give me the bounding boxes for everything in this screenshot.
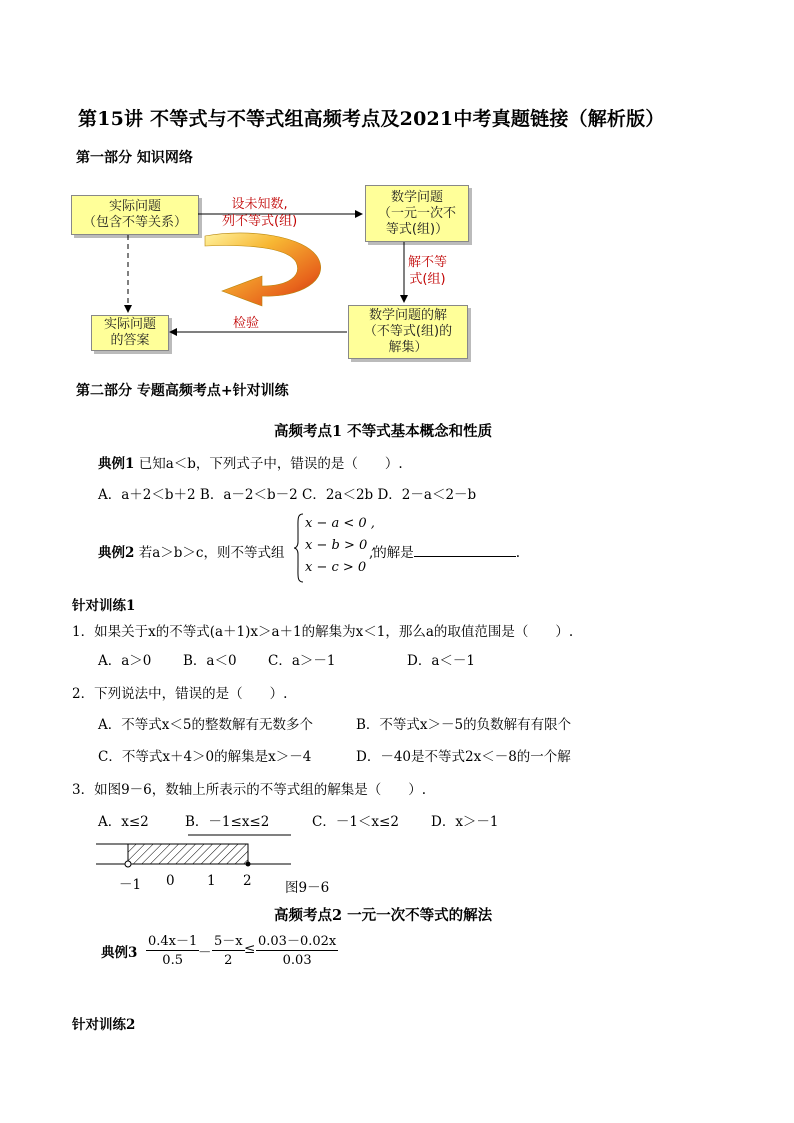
example1-options: A．a＋2＜b＋2 B．a－2＜b－2 C．2a＜2b D．2－a＜2－b [98,487,477,503]
inequality-system [305,513,376,579]
topic2-heading: 高频考点2 一元一次不等式的解法 [274,907,493,924]
part1-heading: 第一部分 知识网络 [76,150,193,166]
system-line: x − c > 0 [305,560,367,575]
q1-option-c: C．a＞－1 [268,653,336,669]
le-sign: ≤ [244,941,256,957]
example1 [98,452,403,472]
question1: 1．如果关于x的不等式(a＋1)x＞a＋1的解集为x＜1，那么a的取值范围是（ ）. [72,624,574,640]
box-line: 的答案 [110,333,150,348]
label-line: 列不等式(组) [222,214,298,229]
training1-heading: 针对训练1 [72,598,136,614]
label-line: 解不等 [408,255,448,270]
q1-option-b: B．a＜0 [183,653,237,669]
solution-region [128,844,248,864]
box-line: 数学问题的解 [368,308,447,323]
tick-label: 0 [166,873,175,889]
fraction-2 [212,930,245,968]
topic1-heading: 高频考点1 不等式基本概念和性质 [274,423,493,440]
page-title: 第15讲 不等式与不等式组高频考点及2021中考真题链接（解析版） [78,108,665,130]
denominator: 2 [224,953,233,968]
numerator: 5－x [212,930,245,951]
diagram-arrows [0,0,794,400]
system-line: x − b > 0 , [305,538,376,553]
denominator: 0.03 [282,953,312,968]
box-line: 实际问题 [108,199,161,214]
q2-option-b: B．不等式x＞－5的负数解有有限个 [356,717,572,733]
numerator: 0.03－0.02x [256,930,338,951]
question2: 2．下列说法中，错误的是（ ）. [72,686,288,702]
example2-tail [369,541,520,561]
figure-caption: 图9－6 [285,880,330,896]
fraction-3 [256,930,338,968]
q3-option-d: D．x＞－1 [431,814,499,830]
q1-option-a: A．a＞0 [98,653,152,669]
numerator: 0.4x－1 [146,930,199,951]
number-line-figure [96,833,296,873]
box-line: 等式(组)） [385,221,449,237]
label-check: 检验 [233,316,260,331]
q2-option-c: C．不等式x＋4＞0的解集是x＞－4 [98,749,312,765]
example2 [98,541,284,561]
q2-option-a: A．不等式x＜5的整数解有无数多个 [98,717,313,733]
box-line: 数学问题 [390,189,443,205]
label-line: 设未知数, [231,197,288,212]
q2-option-d: D．－40是不等式2x＜－8的一个解 [356,749,571,765]
box-line: 解集） [388,340,428,355]
curved-arrow [205,233,321,306]
label-line: 式(组) [409,272,446,287]
denominator: 0.5 [162,953,183,968]
question3: 3．如图9－6，数轴上所表示的不等式组的解集是（ ）. [72,782,427,798]
example-text: 已知a＜b，下列式子中，错误的是（ ）. [138,456,403,472]
closed-dot [246,862,251,867]
q3-option-a: A．x≤2 [98,814,149,830]
training2-heading: 针对训练2 [72,1017,136,1033]
minus-sign: － [198,945,212,961]
part2-heading: 第二部分 专题高频考点+针对训练 [76,383,289,399]
q3-option-c: C．－1＜x≤2 [312,814,399,830]
example-label: 典例2 [98,545,135,561]
example-label: 典例1 [98,456,135,472]
fraction-1 [146,930,199,968]
box-line: （包含不等关系） [82,215,187,230]
q3-option-b: B．－1≤x≤2 [185,814,270,830]
tick-label: 1 [207,873,216,889]
system-line: x − a < 0 , [305,516,375,531]
period: . [515,545,521,561]
example-text: ,的解是 [369,545,414,561]
system-brace [293,512,305,584]
example-text: 若a＞b＞c，则不等式组 [138,545,285,561]
tick-label: 2 [243,873,252,889]
example3-label: 典例3 [101,945,138,961]
tick-label: －1 [119,877,142,893]
box-line: （不等式(组)的 [363,324,453,339]
box-line: 实际问题 [103,317,156,332]
label-set-unknown [222,196,297,230]
box-line: （一元一次不 [377,205,456,221]
answer-blank[interactable] [414,544,516,557]
label-solve [408,254,447,288]
open-dot [125,861,131,867]
q1-option-d: D．a＜－1 [407,653,475,669]
